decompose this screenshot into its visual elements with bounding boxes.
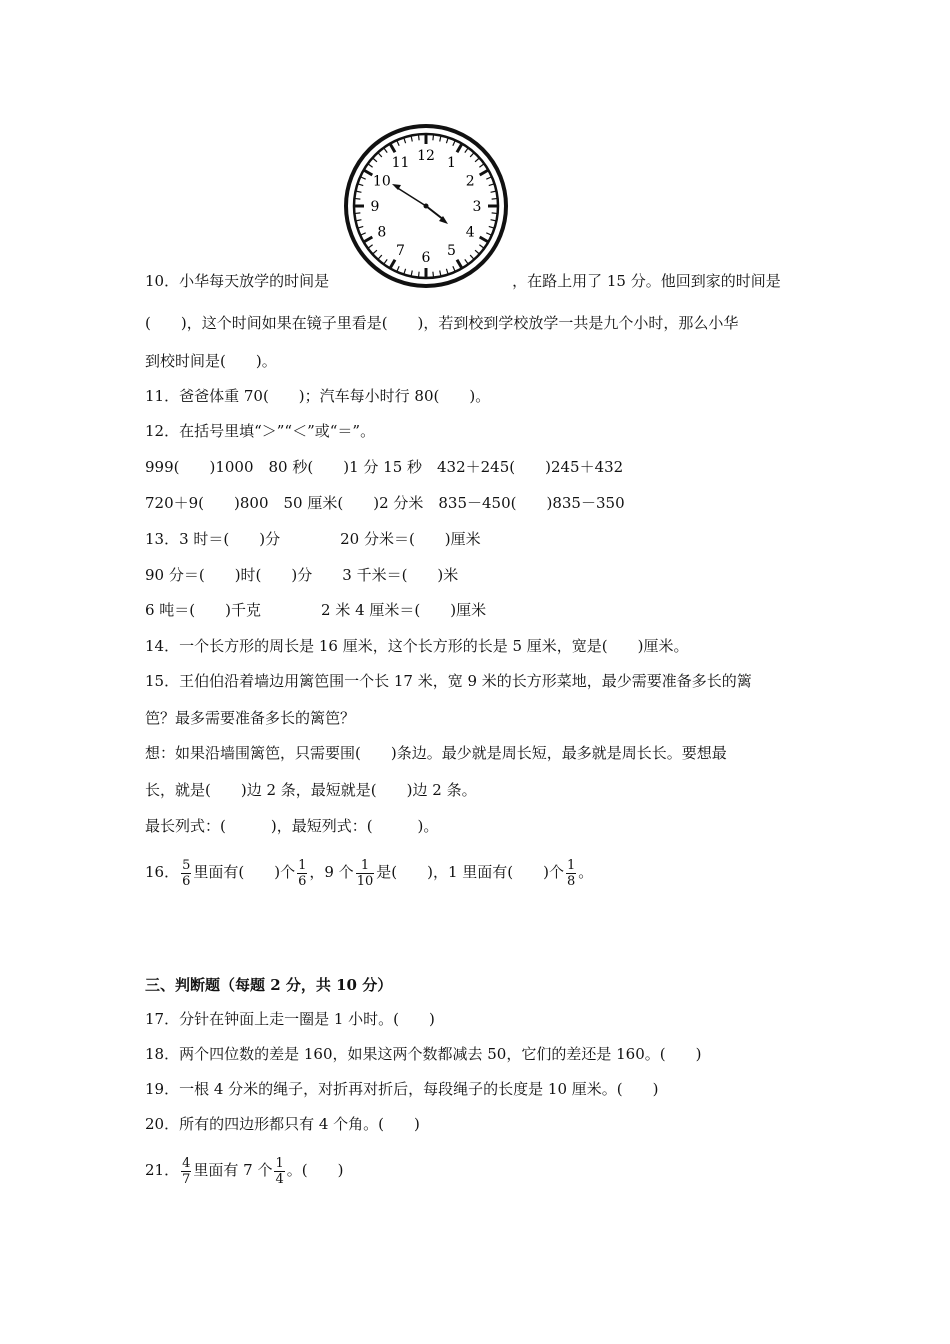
fraction-1-8: $\frac{1}{8}$	[566, 857, 576, 889]
q10-before: 10．小华每天放学的时间是	[145, 272, 330, 290]
clock-center	[424, 204, 429, 209]
question-16: 16． $\frac{5}{6}$ 里面有( )个 $\frac{1}{6}$ ，9 个 $\frac{1}{10}$ 是( )，1 里面有( )个 $\frac{1}{8}$ 。	[145, 857, 594, 889]
minute-tick	[419, 135, 420, 140]
minute-tick	[355, 213, 360, 214]
clock-number: 10	[372, 173, 391, 190]
fraction-1-4: $\frac{1}{4}$	[275, 1155, 284, 1187]
question-11: 11．爸爸体重 70( )；汽车每小时行 80( )。	[145, 387, 491, 405]
question-15-line4: 长，就是( )边 2 条，最短就是( )边 2 条。	[145, 781, 477, 799]
question-19: 19．一根 4 分米的绳子，对折再对折后，每段绳子的长度是 10 厘米。( )	[145, 1080, 659, 1098]
clock-number: 12	[417, 148, 435, 164]
question-13-row3: 6 吨＝( )千克 2 米 4 厘米＝( )厘米	[145, 601, 487, 619]
question-13-row1: 13．3 时＝( )分 20 分米＝( )厘米	[145, 530, 481, 548]
question-10-line3: 到校时间是( )。	[145, 352, 277, 370]
clock-number: 5	[447, 243, 456, 260]
question-12-row2: 720＋9( )800 50 厘米( )2 分米 835－450( )835－350	[145, 494, 625, 512]
question-15-line1: 15．王伯伯沿着墙边用篱笆围一个长 17 米，宽 9 米的长方形菜地，最少需要准备多长的篱	[145, 672, 752, 690]
clock-image	[344, 124, 508, 288]
question-21: 21． $\frac{4}{7}$ 里面有 7 个 $\frac{1}{4}$ 。( )	[145, 1155, 344, 1187]
clock-number: 8	[377, 224, 387, 241]
clock-number: 11	[391, 154, 410, 171]
clock-number: 9	[370, 199, 380, 215]
fraction-5-6: $\frac{5}{6}$	[182, 857, 191, 889]
question-15-line5: 最长列式：( )，最短列式：( )。	[145, 817, 439, 835]
question-20: 20．所有的四边形都只有 4 个角。( )	[145, 1115, 420, 1133]
question-10-line2: ( )，这个时间如果在镜子里看是( )，若到校到学校放学一共是九个小时，那么小华	[145, 314, 739, 332]
minute-tick	[433, 135, 434, 140]
question-10-line1	[145, 270, 781, 292]
question-13-row2: 90 分＝( )时( )分 3 千米＝( )米	[145, 566, 459, 584]
question-15-line2: 笆？最多需要准备多长的篱笆？	[145, 709, 356, 727]
minute-tick	[492, 199, 497, 200]
q10-after: ，在路上用了 15 分。他回到家的时间是	[512, 272, 781, 290]
clock-number: 1	[447, 154, 456, 171]
clock-number: 4	[465, 224, 475, 241]
q21-prefix: 21．	[145, 1161, 180, 1179]
minute-tick	[355, 199, 360, 200]
clock-number: 7	[396, 243, 405, 260]
section-3-title: 三、判断题（每题 2 分，共 10 分）	[145, 976, 393, 994]
q16-prefix: 16．	[145, 863, 180, 881]
question-18: 18．两个四位数的差是 160，如果这两个数都减去 50，它们的差还是 160。( )	[145, 1045, 702, 1063]
question-17: 17．分针在钟面上走一圈是 1 小时。( )	[145, 1010, 435, 1028]
fraction-1-10: $\frac{1}{10}$	[356, 857, 374, 889]
question-12-row1: 999( )1000 80 秒( )1 分 15 秒 432＋245( )245＋432	[145, 458, 624, 476]
clock-number: 3	[472, 199, 482, 215]
clock-number: 2	[465, 173, 475, 190]
question-14: 14．一个长方形的周长是 16 厘米，这个长方形的长是 5 厘米，宽是( )厘米。	[145, 637, 689, 655]
fraction-4-7: $\frac{4}{7}$	[182, 1155, 191, 1187]
question-12-stem: 12．在括号里填“＞”“＜”或“＝”。	[145, 422, 376, 440]
fraction-1-6: $\frac{1}{6}$	[298, 857, 307, 889]
question-15-line3: 想：如果沿墙围篱笆，只需要围( )条边。最少就是周长短，最多就是周长长。要想最	[145, 744, 727, 762]
minute-tick	[492, 213, 497, 214]
clock-number: 6	[421, 250, 431, 266]
